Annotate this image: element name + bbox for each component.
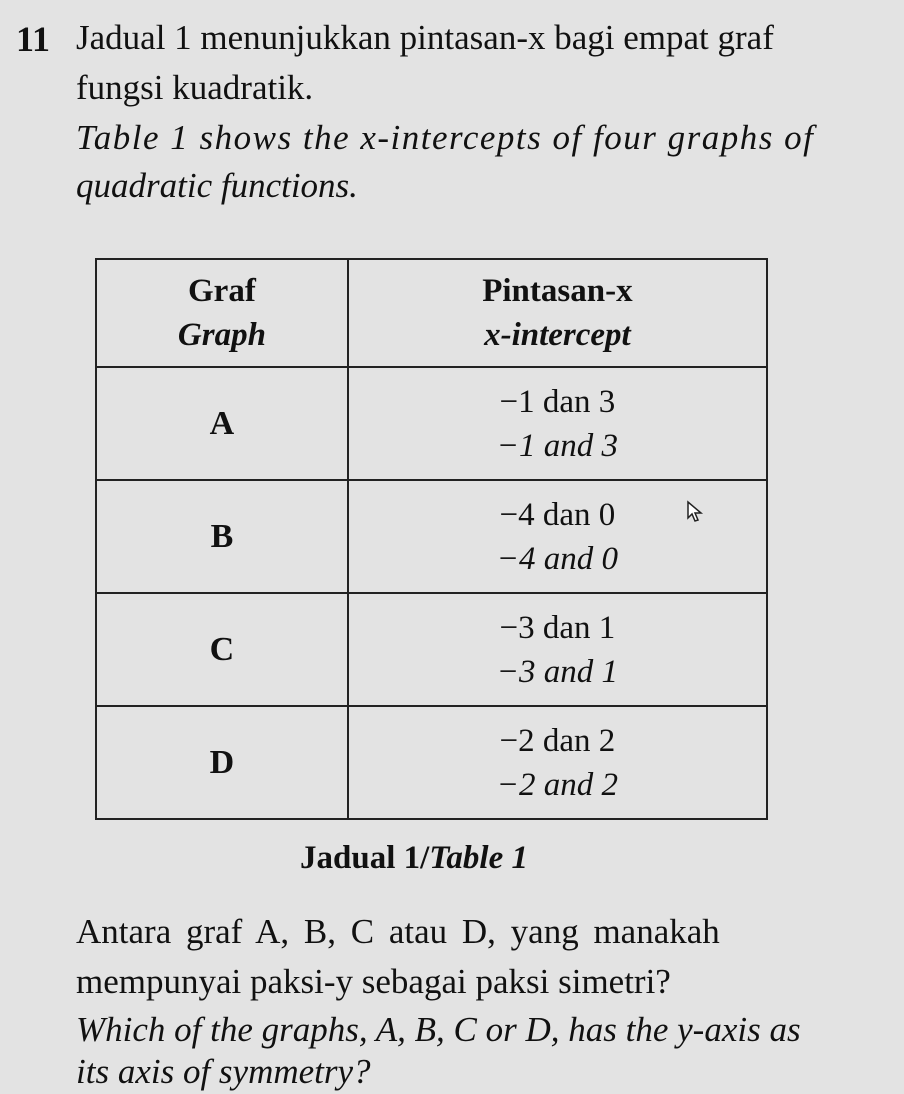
header-intercept-english: x-intercept (484, 317, 631, 353)
caption-english: Table 1 (429, 840, 528, 876)
intercept-english: −4 and 0 (496, 540, 619, 577)
prompt-malay-line-2: mempunyai paksi-y sebagai paksi simetri? (76, 962, 671, 1001)
table-row (96, 480, 767, 593)
intercept-malay: −4 dan 0 (499, 496, 616, 533)
header-graph-malay: Graf (188, 273, 256, 309)
intercept-english: −2 and 2 (496, 766, 619, 803)
intercept-cell (348, 593, 767, 706)
mouse-pointer-icon (686, 500, 708, 524)
intercept-malay: −3 dan 1 (499, 609, 616, 646)
header-graph-english: Graph (177, 317, 266, 353)
intercepts-table (95, 258, 768, 820)
prompt-malay-text-1: Antara graf A, B, C atau D, yang manakah (76, 912, 720, 951)
header-graph (96, 259, 348, 367)
question-english-line-1: Table 1 shows the x-intercepts of four graphs of (76, 118, 815, 157)
table-row (96, 593, 767, 706)
graph-cell: D (96, 706, 348, 819)
intercept-malay: −1 dan 3 (499, 383, 616, 420)
question-english-line-2: quadratic functions. (76, 166, 358, 205)
caption-malay: Jadual 1/ (300, 840, 430, 876)
table-row (96, 706, 767, 819)
intercept-cell (348, 706, 767, 819)
table-row (96, 367, 767, 480)
intercept-malay: −2 dan 2 (499, 722, 616, 759)
prompt-english-line-2: its axis of symmetry? (76, 1052, 371, 1091)
intercept-cell (348, 480, 767, 593)
intercept-cell (348, 367, 767, 480)
table-header-row (96, 259, 767, 367)
table-caption (0, 840, 904, 877)
header-intercept (348, 259, 767, 367)
graph-cell: A (96, 367, 348, 480)
prompt-english-line-1: Which of the graphs, A, B, C or D, has the y-axis as (76, 1010, 801, 1049)
question-malay-line-2: fungsi kuadratik. (76, 68, 314, 107)
prompt-malay-line-1 (76, 912, 720, 952)
header-intercept-malay: Pintasan-x (482, 273, 633, 309)
intercept-english: −1 and 3 (496, 427, 619, 464)
intercept-english: −3 and 1 (496, 653, 619, 690)
graph-cell: B (96, 480, 348, 593)
question-number: 11 (16, 19, 51, 59)
graph-cell: C (96, 593, 348, 706)
question-malay-line-1: Jadual 1 menunjukkan pintasan-x bagi empat graf (76, 18, 774, 57)
